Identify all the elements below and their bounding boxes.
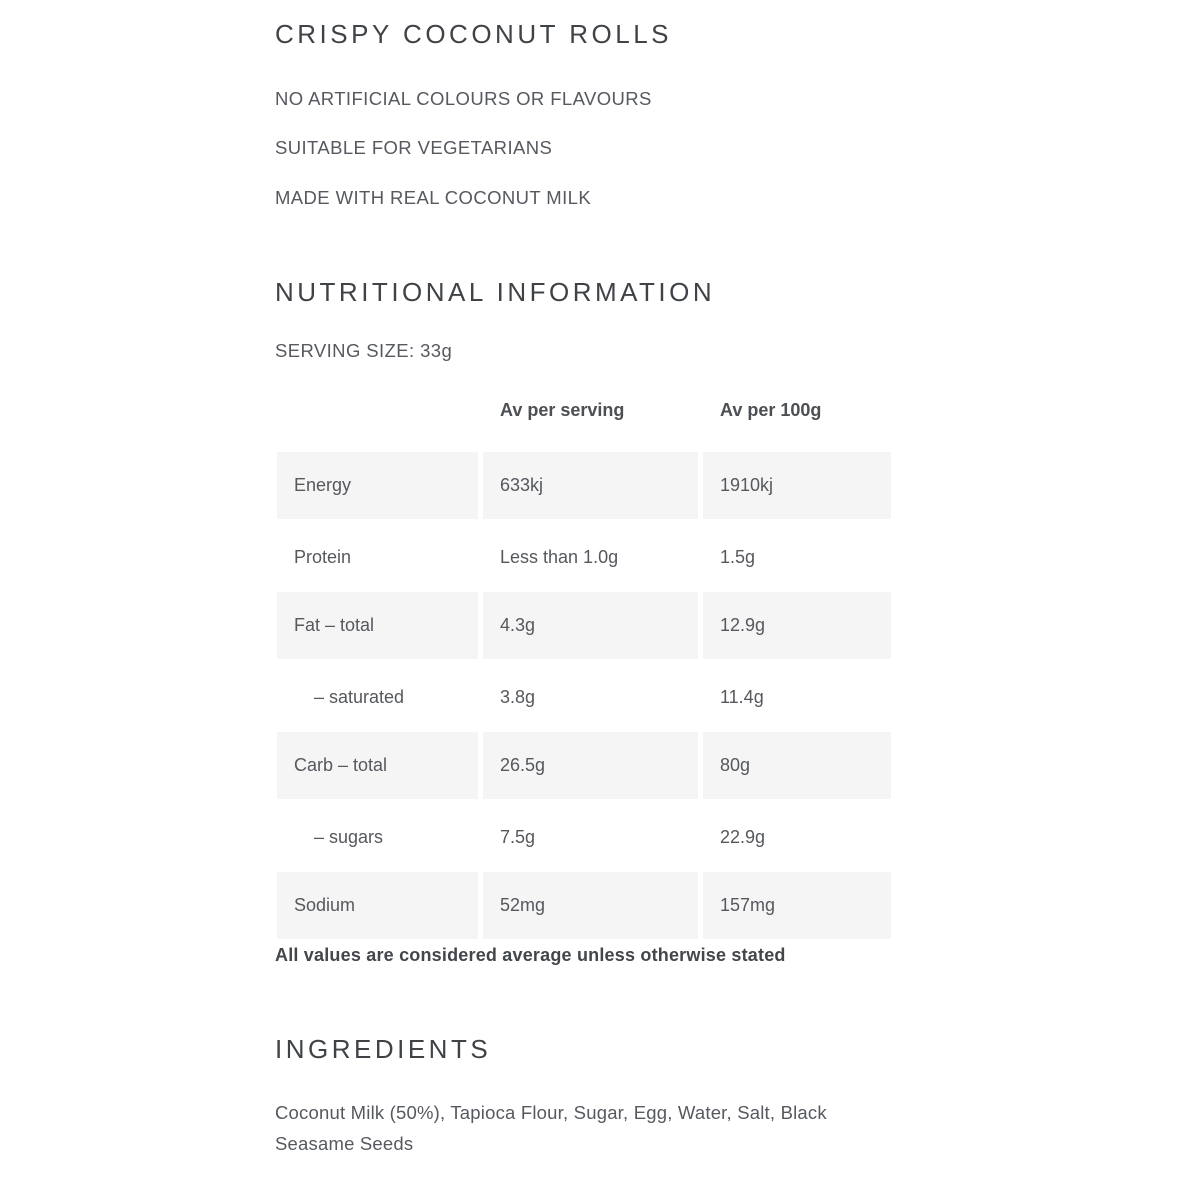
nutrient-per-100g: 11.4g [720,686,764,707]
nutrient-per-100g: 12.9g [703,592,891,659]
nutrition-table-header [277,400,891,452]
nutrient-name: Sodium [277,872,478,939]
nutrient-per-100g: 1910kj [703,452,891,519]
nutrient-per-100g: 80g [703,732,891,799]
nutrient-per-100g: 22.9g [720,826,766,847]
nutrient-per-serving: 26.5g [483,732,698,799]
nutrient-name: – saturated [314,686,405,707]
table-row-protein [277,522,891,592]
nutrient-per-100g: 1.5g [720,546,756,567]
nutrition-table [277,400,891,942]
table-row-fat-saturated [277,662,891,732]
ingredients-heading: INGREDIENTS [275,1034,492,1064]
nutrition-footnote: All values are considered average unless otherwise stated [275,945,786,965]
nutrient-name: Energy [277,452,478,519]
column-header-per-serving: Av per serving [500,400,625,420]
nutrient-per-serving: 633kj [483,452,698,519]
table-row-carb-sugars [277,802,891,872]
feature-claim: MADE WITH REAL COCONUT MILK [275,187,592,208]
nutrient-name: Carb – total [277,732,478,799]
nutrient-per-serving: 3.8g [500,686,536,707]
serving-size-label: SERVING SIZE: 33g [275,340,453,361]
column-header-blank [277,400,478,452]
nutrient-per-100g: 157mg [703,872,891,939]
nutrient-name: Protein [294,546,352,567]
feature-claim: NO ARTIFICIAL COLOURS OR FLAVOURS [275,88,652,109]
product-title: CRISPY COCONUT ROLLS [275,19,673,49]
nutrient-per-serving: 52mg [483,872,698,939]
nutrient-per-serving: 4.3g [483,592,698,659]
feature-claim: SUITABLE FOR VEGETARIANS [275,137,553,158]
nutrient-name: Fat – total [277,592,478,659]
nutrient-per-serving: Less than 1.0g [500,546,619,567]
column-header-per-100g: Av per 100g [720,400,822,420]
table-row-carb-total [277,732,891,802]
ingredients-list: Coconut Milk (50%), Tapioca Flour, Sugar, Egg, Water, Salt, Black Seasame Seeds [275,1102,827,1154]
nutrient-name: – sugars [314,826,384,847]
nutrient-per-serving: 7.5g [500,826,536,847]
table-row-energy [277,452,891,522]
table-row-fat-total [277,592,891,662]
table-row-sodium [277,872,891,942]
nutrition-heading: NUTRITIONAL INFORMATION [275,277,716,307]
